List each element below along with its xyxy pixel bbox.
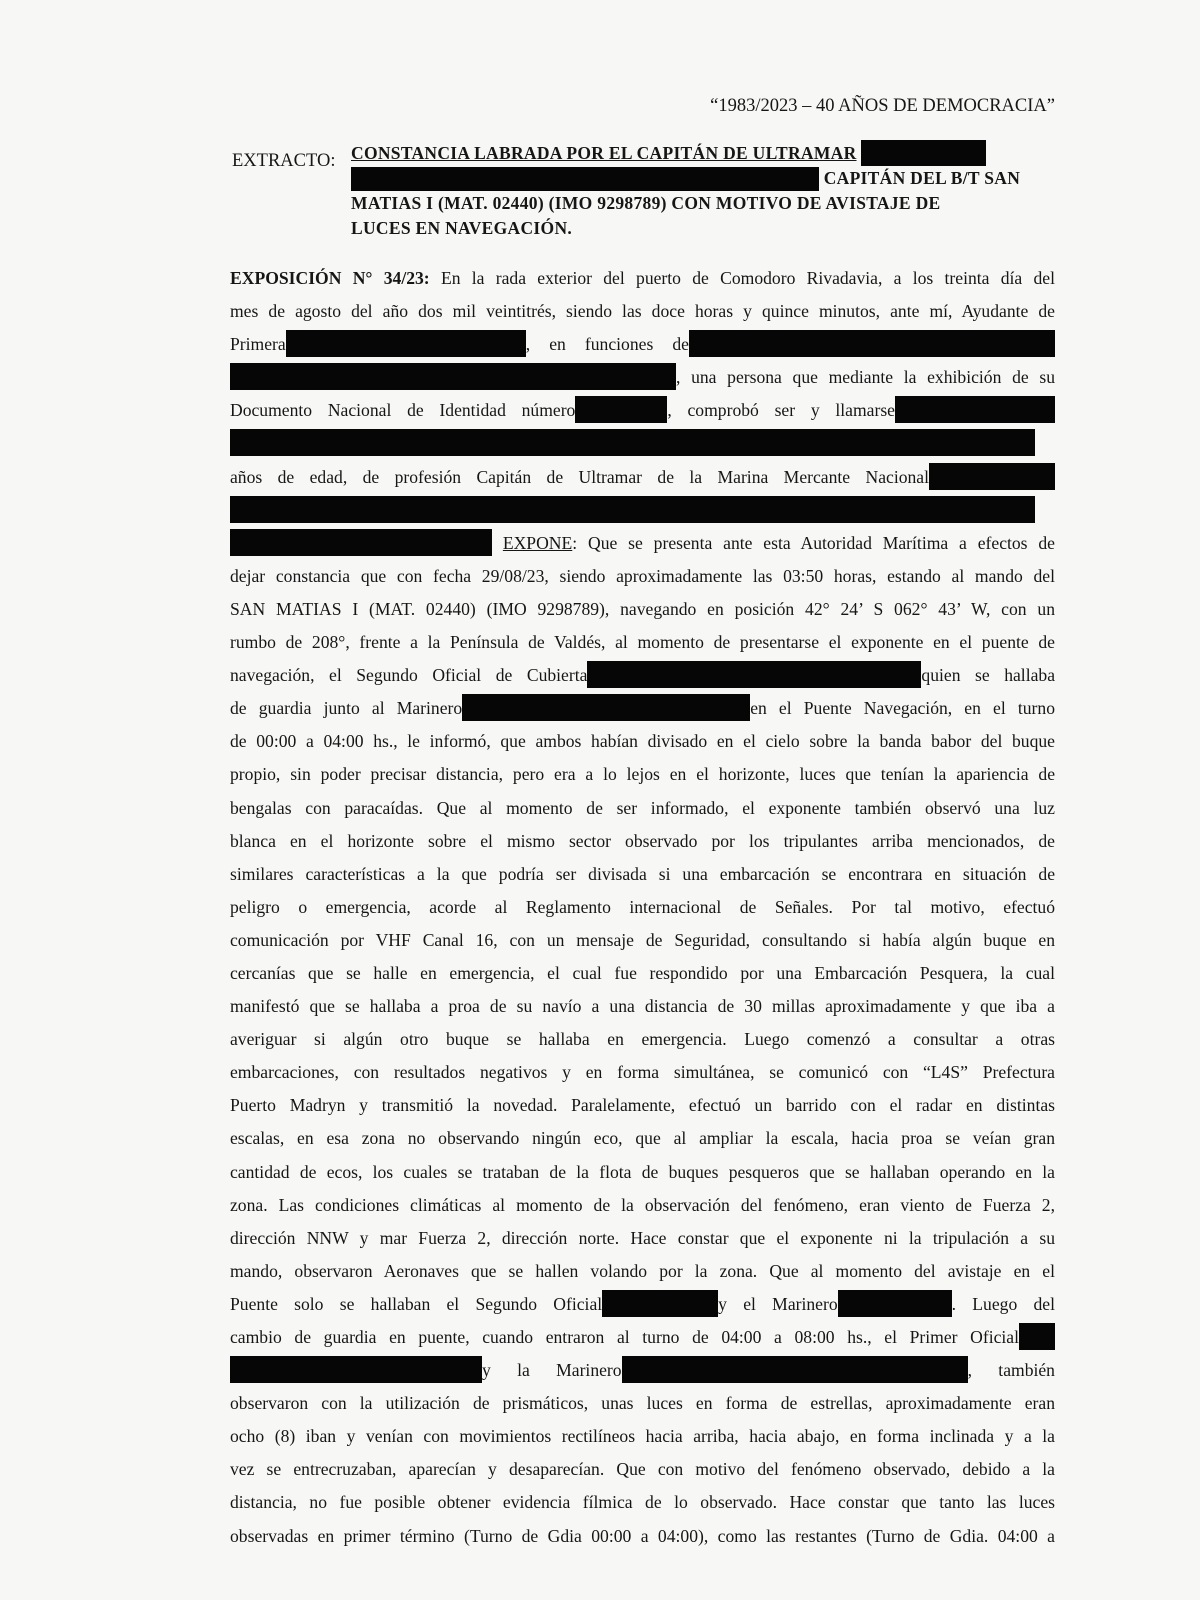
text-line: escalas, en esa zona no observando ningún eco, que al ampliar la escala, hacia proa se veían gran (230, 1128, 1055, 1149)
text-line: rumbo de 208°, frente a la Península de Valdés, al momento de presentarse el exponente en el puente de (230, 632, 1055, 653)
text-line: mes de agosto del año dos mil veintitrés, siendo las doce horas y quince minutos, ante mí, Ayudante de (230, 301, 1055, 322)
text-line: , comprobó ser y llamarse (667, 400, 895, 421)
text-line: embarcaciones, con resultados negativos y en forma simultánea, se comunicó con “L4S” Prefectura (230, 1062, 1055, 1083)
text-line: mando, observaron Aeronaves que se hallen volando por la zona. Que al momento del avistaje en el (230, 1260, 1055, 1281)
text-line: , en funciones de (525, 334, 689, 355)
text-line: , una persona que mediante la exhibición de su (676, 367, 1055, 388)
redaction-block (230, 429, 1035, 456)
text-line: navegación, el Segundo Oficial de Cubierta (230, 665, 588, 686)
redaction-block (622, 1356, 968, 1383)
text-line: Documento Nacional de Identidad número (230, 400, 576, 421)
text-line: blanca en el horizonte sobre el mismo sector observado por los tripulantes arriba mencionados, de (230, 830, 1055, 851)
text-line: cercanías que se halle en emergencia, el cual fue respondido por una Embarcación Pesquera, la cual (230, 962, 1055, 983)
text-line: ocho (8) iban y venían con movimientos rectilíneos hacia arriba, hacia abajo, en forma inclinada y a la (230, 1426, 1055, 1447)
text-line: : Que se presenta ante esta Autoridad Marítima a efectos de (572, 532, 1055, 553)
redaction-block (462, 694, 750, 721)
text-line: cantidad de ecos, los cuales se trataban de la flota de buques pesqueros que se hallaban operando en la (230, 1161, 1055, 1182)
text-line: zona. Las condiciones climáticas al momento de la observación del fenómeno, eran viento de Fuerza 2, (230, 1194, 1055, 1215)
redaction-block (587, 661, 921, 688)
text-line: En la rada exterior del puerto de Comodoro Rivadavia, a los treinta día del (440, 268, 1055, 288)
redaction-block (602, 1290, 718, 1317)
redaction-block (689, 330, 1055, 357)
redaction-block (1019, 1323, 1055, 1350)
redaction-block (838, 1290, 952, 1317)
text-line: dejar constancia que con fecha 29/08/23, siendo aproximadamente las 03:50 horas, estando al mando del (230, 565, 1055, 586)
text-line: , también (967, 1360, 1055, 1381)
text-line: Puerto Madryn y transmitió la novedad. Paralelamente, efectuó un barrido con el radar en distintas (230, 1095, 1055, 1116)
text-line: Puente solo se hallaban el Segundo Oficial (230, 1293, 603, 1314)
text-line: bengalas con paracaídas. Que al momento de ser informado, el exponente también observó una luz (230, 797, 1055, 818)
text-line: comunicación por VHF Canal 16, con un mensaje de Seguridad, consultando si había algún buque en (230, 929, 1055, 950)
redaction-block (575, 396, 667, 423)
commemorative-motto: “1983/2023 – 40 AÑOS DE DEMOCRACIA” (710, 96, 1055, 116)
exposition-paragraph (230, 262, 1055, 1553)
text-line: dirección NNW y mar Fuerza 2, dirección norte. Hace constar que el exponente ni la tripulación a su (230, 1227, 1055, 1248)
text-line: similares características a la que podría ser divisada si una embarcación se encontrara en situación de (230, 863, 1055, 884)
text-line: averiguar si algún otro buque se hallaba en emergencia. Luego comenzó a consultar a otras (230, 1029, 1055, 1050)
text-line: quien se hallaba (921, 665, 1055, 686)
redaction-block (929, 463, 1055, 490)
text-line: observadas en primer término (Turno de Gdia 00:00 a 04:00), como las restantes (Turno de Gdia. 04:00 a (230, 1525, 1055, 1546)
text-line: años de edad, de profesión Capitán de Ultramar de la Marina Mercante Nacional (230, 466, 929, 487)
redaction-block (286, 330, 526, 357)
text-line: manifestó que se hallaba a proa de su navío a una distancia de 30 millas aproximadamente y que iba a (230, 996, 1055, 1017)
redaction-block (230, 529, 492, 556)
redaction-block (895, 396, 1055, 423)
text-line: . Luego del (951, 1293, 1055, 1314)
text-line: de guardia junto al Marinero (230, 698, 463, 719)
extract-label: EXTRACTO: (232, 151, 336, 171)
text-line: distancia, no fue posible obtener evidencia fílmica de lo observado. Hace constar que tanto las luces (230, 1492, 1055, 1513)
extract-line-2: CAPITÁN DEL B/T SAN (823, 168, 1021, 188)
redaction-block (861, 140, 986, 166)
extract-line-3: MATIAS I (MAT. 02440) (IMO 9298789) CON MOTIVO DE AVISTAJE DE (351, 193, 941, 213)
redaction-block (230, 496, 1035, 523)
text-line: propio, sin poder precisar distancia, pero era a lo lejos en el horizonte, luces que tenían la apariencia de (230, 764, 1055, 785)
text-line: cambio de guardia en puente, cuando entraron al turno de 04:00 a 08:00 hs., el Primer Oficial (230, 1327, 1019, 1347)
extract-body (351, 140, 1057, 241)
text-line: vez se entrecruzaban, aparecían y desaparecían. Que con motivo del fenómeno observado, debido a la (230, 1459, 1055, 1480)
expone-label: EXPONE (502, 532, 573, 553)
exposition-heading: EXPOSICIÓN N° 34/23: (230, 268, 430, 288)
text-line: y la Marinero (482, 1360, 622, 1381)
redaction-block (351, 167, 819, 191)
text-line: de 00:00 a 04:00 hs., le informó, que ambos habían divisado en el cielo sobre la banda babor del buque (230, 731, 1055, 752)
text-line: Primera (230, 334, 286, 355)
redaction-block (230, 363, 676, 390)
text-line: observaron con la utilización de prismáticos, unas luces en forma de estrellas, aproximadamente eran (230, 1393, 1055, 1414)
extract-line-4: LUCES EN NAVEGACIÓN. (351, 218, 573, 238)
text-line: SAN MATIAS I (MAT. 02440) (IMO 9298789), navegando en posición 42° 24’ S 062° 43’ W, con un (230, 598, 1055, 619)
text-line: en el Puente Navegación, en el turno (750, 698, 1055, 719)
text-line: y el Marinero (718, 1293, 838, 1314)
text-line: peligro o emergencia, acorde al Reglamento internacional de Señales. Por tal motivo, efectuó (230, 896, 1055, 917)
redaction-block (230, 1356, 482, 1383)
extract-line-1: CONSTANCIA LABRADA POR EL CAPITÁN DE ULTRAMAR (351, 143, 857, 163)
